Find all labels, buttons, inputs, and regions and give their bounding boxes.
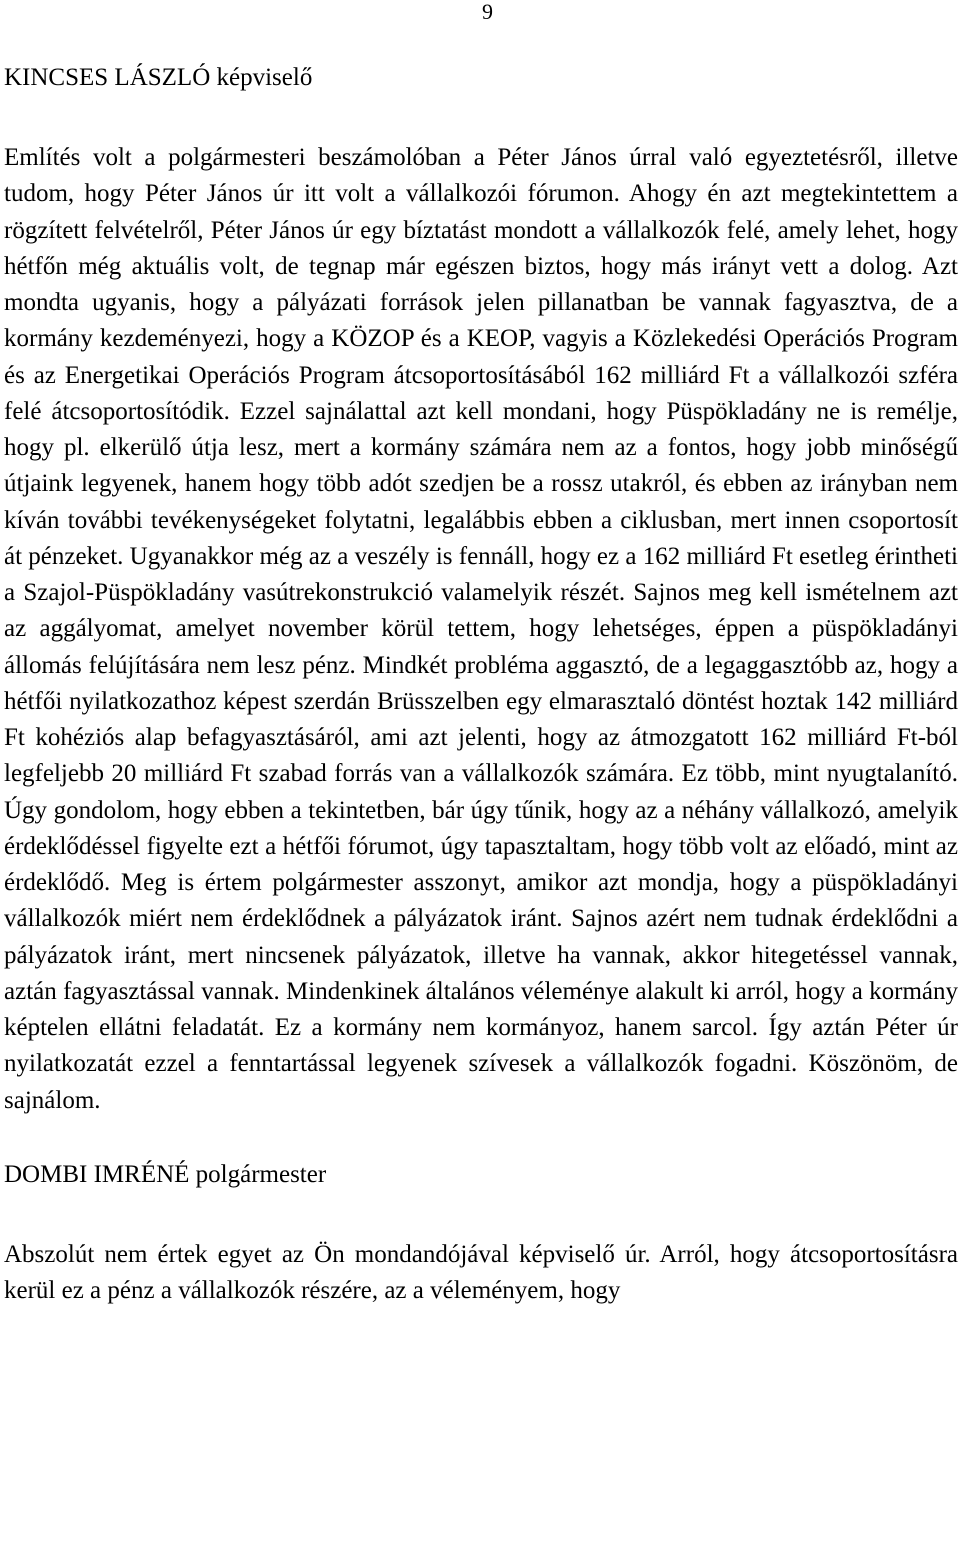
page-number: 9: [482, 0, 493, 24]
speaker-name: DOMBI IMRÉNÉ polgármester: [4, 1160, 327, 1188]
speech-paragraph: Abszolút nem értek egyet az Ön mondandójával képviselő úr. Arról, hogy átcsoportosításra kerül ez a pénz a vállalkozók részére, az a véleményem, hogy: [4, 1240, 958, 1304]
spacer: [4, 1193, 958, 1237]
spacer: [4, 96, 958, 140]
document-body: [4, 60, 958, 1309]
speech-paragraph: Említés volt a polgármesteri beszámolóban a Péter János úrral való egyeztetésről, illetve tudom, hogy Péter János úr itt volt a vállalkozói fórumon. Ahogy én azt megtekintettem a rögzített felvételről, Péter János úr egy bíztatást mondott a vállalkozók felé, amely lehet, hogy hétfőn még aktuális volt, de tegnap már egészen biztos, hogy más irányt vett a dolog. Azt mondta ugyanis, hogy a pályázati források jelen pillanatban be vannak fagyasztva, de a kormány kezdeményezi, hogy a KÖZOP és a KEOP, vagyis a Közlekedési Operációs Program és az Energetikai Operációs Program átcsoportosításából 162 milliárd Ft a vállalkozói szféra felé átcsoportosítódik. Ezzel sajnálattal azt kell mondani, hogy Püspökladány ne is remélje, hogy pl. elkerülő útja lesz, mert a kormány számára nem az a fontos, hogy jobb minőségű útjaink legyenek, hanem hogy több adót szedjen be a rossz utakról, és ebben az irányban nem kíván további tevékenységeket folytatni, legalábbis ebben a ciklusban, mert innen csoportosít át pénzeket. Ugyanakkor még az a veszély is fennáll, hogy ez a 162 milliárd Ft esetleg érintheti a Szajol-Püspökladány vasútrekonstrukció valamelyik részét. Sajnos meg kell ismételnem azt az aggályomat, amelyet november körül tettem, hogy lehetséges, éppen a püspökladányi állomás felújítására nem lesz pénz. Mindkét probléma aggasztó, de a legaggasztóbb az, hogy a hétfői nyilatkozathoz képest szerdán Brüsszelben egy elmarasztaló döntést hoztak 142 milliárd Ft kohéziós alap befagyasztásáról, ami azt jelenti, hogy az átmozgatott 162 milliárd Ft-ból legfeljebb 20 milliárd Ft szabad forrás van a vállalkozók számára. Ez több, mint nyugtalanító. Úgy gondolom, hogy ebben a tekintetben, bár úgy tűnik, hogy az a néhány vállalkozó, amelyik érdeklődéssel figyelte ezt a hétfői fórumot, úgy tapasztaltam, hogy több volt az előadó, mint az érdeklődő. Meg is értem polgármester asszonyt, amikor azt mondja, hogy a püspökladányi vállalkozók miért nem érdeklődnek a pályázatok iránt. Sajnos azért nem tudnak érdeklődni a pályázatok iránt, mert nincsenek pályázatok, illetve ha vannak, akkor hitegetéssel vannak, aztán fagyasztással vannak. Mindenkinek általános véleménye alakult ki arról, hogy a kormány képtelen ellátni feladatát. Ez a kormány nem kormányoz, hanem sarcol. Így aztán Péter úr nyilatkozatát ezzel a fenntartással legyenek szívesek a vállalkozók fogadni. Köszönöm, de sajnálom.: [4, 144, 958, 1114]
speaker-name: KINCSES LÁSZLÓ képviselő: [4, 64, 313, 91]
spacer: [4, 1119, 958, 1157]
